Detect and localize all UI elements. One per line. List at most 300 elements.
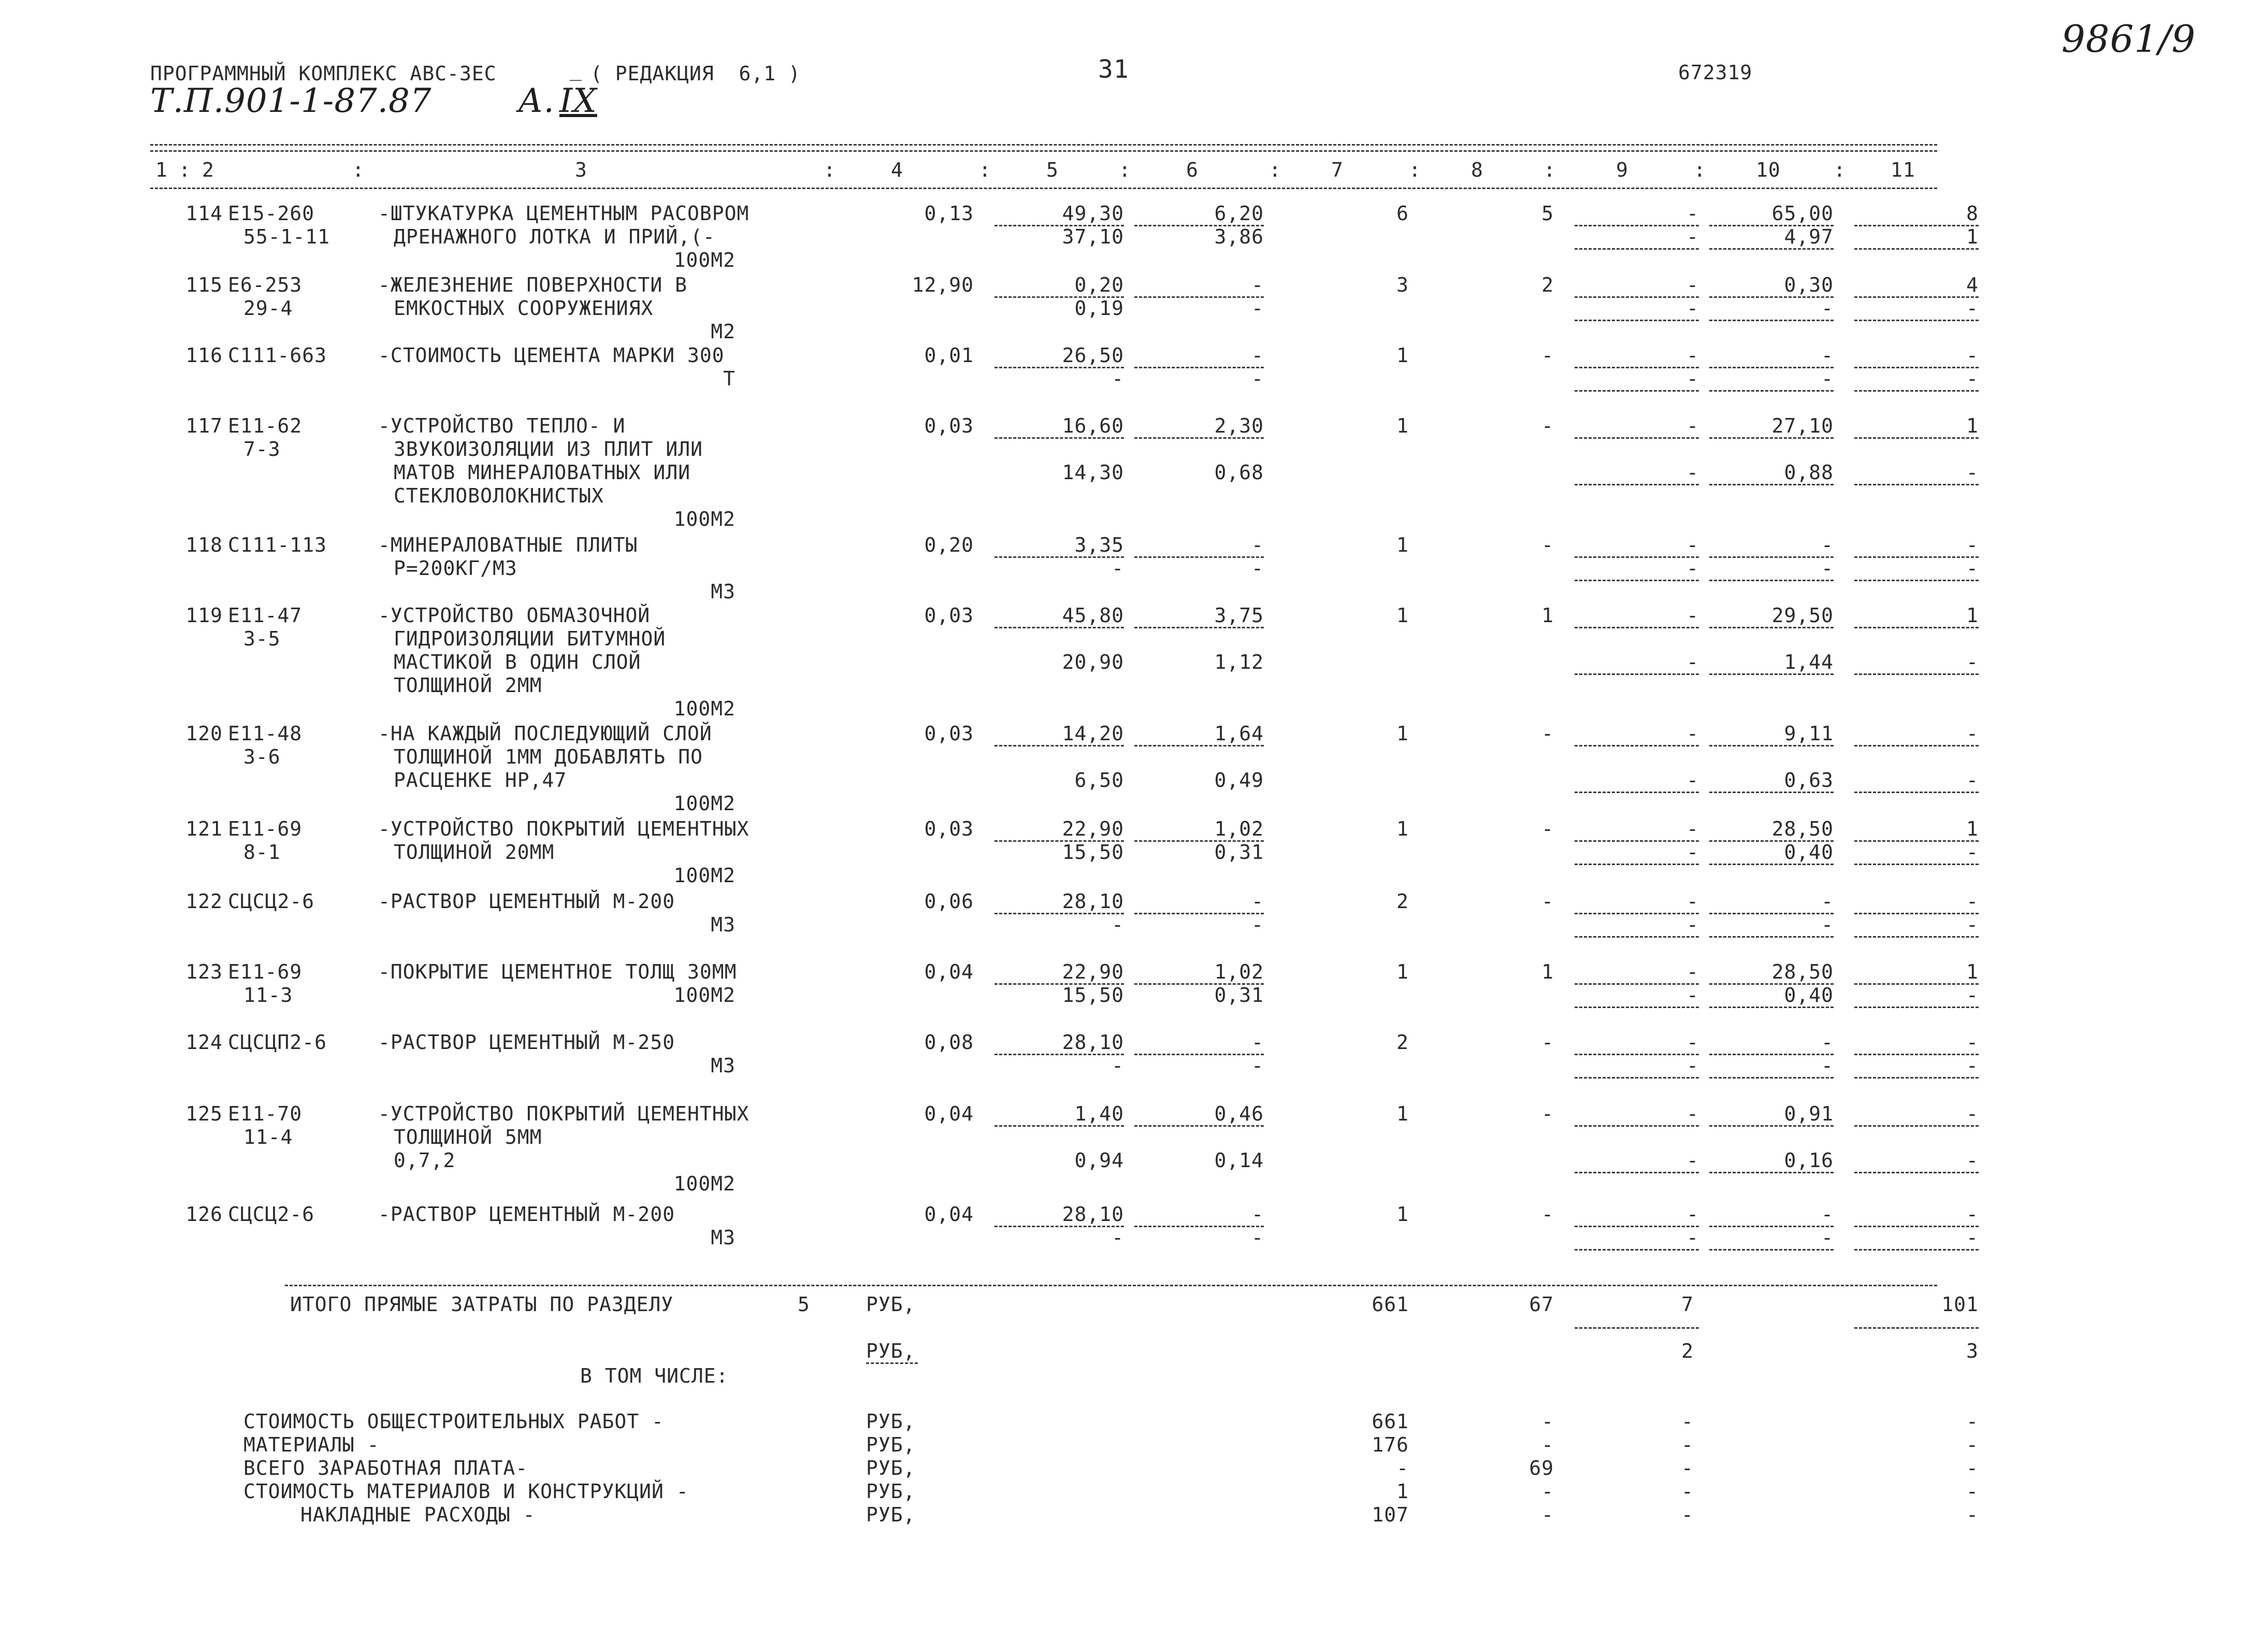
breakdown-col8: - <box>1541 1480 1554 1503</box>
totals-col9: 7 <box>1681 1293 1694 1316</box>
page-number: 31 <box>1098 55 1129 84</box>
breakdown-col7: 176 <box>1372 1433 1409 1456</box>
row-number: 125 <box>185 1102 223 1125</box>
labor-hours: - <box>1821 1203 1834 1226</box>
measure-unit: Т <box>723 367 736 390</box>
cell-divider <box>1709 1172 1834 1173</box>
col9-value: - <box>1686 890 1699 913</box>
cell-divider <box>1854 673 1979 675</box>
total-cost: 1 <box>1396 1102 1409 1125</box>
total-cost: 1 <box>1396 344 1409 367</box>
col9-value-b: - <box>1686 841 1699 864</box>
cell-divider <box>1134 627 1264 628</box>
unit-wage: 20,90 <box>1062 651 1124 673</box>
col9-value-b: - <box>1686 1226 1699 1249</box>
work-description-line: -НА КАЖДЫЙ ПОСЛЕДУЮЩИЙ СЛОЙ <box>378 722 712 745</box>
cell-divider <box>1854 580 1979 581</box>
work-description-line: -РАСТВОР ЦЕМЕНТНЫЙ М-200 <box>378 1203 675 1226</box>
cell-divider <box>1854 864 1979 865</box>
total-hours-b: - <box>1966 461 1979 484</box>
unit-wage: - <box>1112 1054 1124 1077</box>
totals-col11: 101 <box>1941 1293 1979 1316</box>
quantity: 0,13 <box>924 202 974 225</box>
total-hours-b: - <box>1966 984 1979 1007</box>
totals-currency: РУБ, <box>866 1293 916 1316</box>
rate-code: Е11-69 <box>228 817 302 840</box>
header-rule-top <box>150 144 1937 146</box>
cell-divider <box>1709 1249 1834 1251</box>
measure-unit: М2 <box>711 320 736 343</box>
labor-hours: - <box>1821 344 1834 367</box>
rate-code: Е6-253 <box>228 274 302 296</box>
cell-divider <box>1709 745 1834 746</box>
total-hours-b: - <box>1966 913 1979 936</box>
col9-value: - <box>1686 1031 1699 1054</box>
col9-value: - <box>1686 274 1699 296</box>
work-description-line: ТОЛЩИНОЙ 2ММ <box>394 674 542 697</box>
col9-value: - <box>1686 1203 1699 1226</box>
rate-code: Е11-69 <box>228 960 302 983</box>
breakdown-currency: РУБ, <box>866 1457 916 1479</box>
rate-code-ref: 11-3 <box>243 984 293 1007</box>
total-hours: - <box>1966 1031 1979 1054</box>
labor-hours: - <box>1821 890 1834 913</box>
wage-cost: 2 <box>1541 274 1554 296</box>
total-hours: 8 <box>1966 202 1979 225</box>
labor-hours-b: 0,63 <box>1784 769 1834 792</box>
cell-divider <box>1854 390 1979 392</box>
measure-unit: 100М2 <box>673 697 736 720</box>
totals-col7: 661 <box>1372 1293 1409 1316</box>
column-separator: : <box>1694 159 1706 181</box>
machine-cost: 1,02 <box>1214 960 1264 983</box>
total-cost: 3 <box>1396 274 1409 296</box>
measure-unit: М3 <box>711 1226 736 1249</box>
total-hours-b: - <box>1966 1149 1979 1172</box>
totals-section-number: 5 <box>798 1293 810 1316</box>
measure-unit: 100М2 <box>673 864 736 887</box>
work-description-line: -ШТУКАТУРКА ЦЕМЕНТНЫМ РАСОВРОМ <box>378 202 749 225</box>
cell-divider <box>1575 936 1699 938</box>
measure-unit: 100М2 <box>673 984 736 1007</box>
wage-cost: - <box>1541 817 1554 840</box>
col9-value: - <box>1686 604 1699 627</box>
column-number: 11 <box>1891 159 1915 181</box>
total-cost: 1 <box>1396 534 1409 556</box>
measure-unit: 100М2 <box>673 508 736 530</box>
edition-label: ( РЕДАКЦИЯ 6,1 ) <box>590 62 801 85</box>
cell-divider <box>1575 1172 1699 1173</box>
cell-divider <box>1709 1125 1834 1127</box>
cell-divider <box>1575 1007 1699 1008</box>
labor-hours: 0,91 <box>1784 1102 1834 1125</box>
totals-currency-rule <box>866 1362 918 1364</box>
column-number: 10 <box>1756 159 1781 181</box>
unit-wage: 0,19 <box>1074 297 1124 320</box>
col9-value: - <box>1686 960 1699 983</box>
cell-divider <box>1575 390 1699 392</box>
column-separator: : <box>1269 159 1281 181</box>
rate-code: Е11-62 <box>228 414 302 437</box>
cell-divider <box>1709 936 1834 938</box>
breakdown-currency: РУБ, <box>866 1433 916 1456</box>
unit-wage: 15,50 <box>1062 841 1124 864</box>
machine-cost: 6,20 <box>1214 202 1264 225</box>
document-number: 672319 <box>1678 61 1753 84</box>
totals-col11-b: 3 <box>1966 1340 1979 1362</box>
unit-cost: 1,40 <box>1074 1102 1124 1125</box>
column-number: 3 <box>575 159 587 181</box>
labor-hours: - <box>1821 534 1834 556</box>
handwritten-album-number: IX <box>559 82 597 120</box>
column-separator: : <box>1409 159 1421 181</box>
machine-wage: 1,12 <box>1214 651 1264 673</box>
labor-hours-b: 1,44 <box>1784 651 1834 673</box>
unit-wage: - <box>1112 1226 1124 1249</box>
work-description-line: -УСТРОЙСТВО ПОКРЫТИЙ ЦЕМЕНТНЫХ <box>378 817 749 840</box>
machine-cost: - <box>1251 890 1264 913</box>
col9-value-b: - <box>1686 1149 1699 1172</box>
total-cost: 1 <box>1396 817 1409 840</box>
unit-wage: 0,94 <box>1074 1149 1124 1172</box>
col9-value-b: - <box>1686 984 1699 1007</box>
cell-divider <box>994 627 1124 628</box>
unit-wage: - <box>1112 367 1124 390</box>
row-number: 116 <box>185 344 223 367</box>
column-separator: : <box>352 159 365 181</box>
cell-divider <box>1709 864 1834 865</box>
col9-value: - <box>1686 414 1699 437</box>
total-hours: - <box>1966 534 1979 556</box>
breakdown-col9: - <box>1681 1410 1694 1433</box>
machine-wage: - <box>1251 557 1264 580</box>
breakdown-col7: - <box>1396 1457 1409 1479</box>
quantity: 0,04 <box>924 1203 974 1226</box>
handwritten-project-code: Т.П.901-1-87.87 <box>150 82 432 120</box>
machine-wage: 0,49 <box>1214 769 1264 792</box>
col9-value-b: - <box>1686 297 1699 320</box>
machine-cost: - <box>1251 274 1264 296</box>
rate-code: СЦСЦ2-6 <box>228 1203 315 1226</box>
quantity: 0,08 <box>924 1031 974 1054</box>
total-cost: 1 <box>1396 722 1409 745</box>
cell-divider <box>1854 437 1979 439</box>
cell-divider <box>1575 1125 1699 1127</box>
cell-divider <box>1575 1249 1699 1251</box>
breakdown-col11: - <box>1966 1457 1979 1479</box>
machine-cost: 3,75 <box>1214 604 1264 627</box>
labor-hours-b: 4,97 <box>1784 225 1834 248</box>
column-number: 5 <box>1046 159 1059 181</box>
wage-cost: - <box>1541 1203 1554 1226</box>
totals-col8: 67 <box>1529 1293 1554 1316</box>
total-cost: 2 <box>1396 1031 1409 1054</box>
breakdown-col9: - <box>1681 1480 1694 1503</box>
unit-cost: 22,90 <box>1062 960 1124 983</box>
col9-value: - <box>1686 344 1699 367</box>
machine-wage: - <box>1251 913 1264 936</box>
total-hours: - <box>1966 344 1979 367</box>
machine-cost: - <box>1251 344 1264 367</box>
column-separator: : <box>1544 159 1556 181</box>
program-name: ПРОГРАММНЫЙ КОМПЛЕКС АВС-3ЕС <box>150 62 497 85</box>
header-rule-bottom <box>150 188 1937 189</box>
col9-value: - <box>1686 1102 1699 1125</box>
cell-divider <box>1575 484 1699 485</box>
unit-wage: - <box>1112 913 1124 936</box>
total-hours: 1 <box>1966 414 1979 437</box>
cell-divider <box>1709 1077 1834 1079</box>
rate-code-ref: 55-1-11 <box>243 225 330 248</box>
row-number: 122 <box>185 890 223 913</box>
labor-hours-b: - <box>1821 913 1834 936</box>
cell-divider <box>1575 320 1699 321</box>
cell-divider <box>1709 437 1834 439</box>
total-hours: 4 <box>1966 274 1979 296</box>
work-description-line: ТОЛЩИНОЙ 1ММ ДОБАВЛЯТЬ ПО <box>394 745 703 768</box>
quantity: 0,04 <box>924 1102 974 1125</box>
column-number: 9 <box>1616 159 1628 181</box>
total-hours: - <box>1966 722 1979 745</box>
cell-divider <box>1709 320 1834 321</box>
measure-unit: 100М2 <box>673 792 736 815</box>
cell-divider <box>1854 745 1979 746</box>
quantity: 0,03 <box>924 414 974 437</box>
cell-divider <box>994 745 1124 746</box>
wage-cost: - <box>1541 722 1554 745</box>
work-description-line: -МИНЕРАЛОВАТНЫЕ ПЛИТЫ <box>378 534 638 556</box>
breakdown-col8: 69 <box>1529 1457 1554 1479</box>
wage-cost: - <box>1541 344 1554 367</box>
breakdown-currency: РУБ, <box>866 1410 916 1433</box>
unit-cost: 45,80 <box>1062 604 1124 627</box>
breakdown-col7: 107 <box>1372 1503 1409 1526</box>
labor-hours-b: - <box>1821 297 1834 320</box>
labor-hours-b: 0,88 <box>1784 461 1834 484</box>
column-separator: : <box>824 159 836 181</box>
wage-cost: - <box>1541 1102 1554 1125</box>
total-hours-b: - <box>1966 769 1979 792</box>
rate-code: С111-663 <box>228 344 327 367</box>
column-separator: : <box>979 159 991 181</box>
handwritten-corner-number: 9861/9 <box>2061 17 2196 61</box>
labor-hours-b: - <box>1821 1054 1834 1077</box>
work-description-line: ГИДРОИЗОЛЯЦИИ БИТУМНОЙ <box>394 627 666 650</box>
column-separator: : <box>1834 159 1846 181</box>
machine-wage: - <box>1251 297 1264 320</box>
work-description-line: -РАСТВОР ЦЕМЕНТНЫЙ М-250 <box>378 1031 675 1054</box>
cell-divider <box>1854 1249 1979 1251</box>
labor-hours-b: 0,16 <box>1784 1149 1834 1172</box>
cell-divider <box>1134 1125 1264 1127</box>
total-hours-b: - <box>1966 1054 1979 1077</box>
total-hours-b: - <box>1966 297 1979 320</box>
cell-divider <box>1709 484 1834 485</box>
wage-cost: 1 <box>1541 604 1554 627</box>
labor-hours: 0,30 <box>1784 274 1834 296</box>
measure-unit: М3 <box>711 580 736 603</box>
machine-wage: - <box>1251 367 1264 390</box>
breakdown-label: МАТЕРИАЛЫ - <box>243 1433 380 1456</box>
breakdown-label: НАКЛАДНЫЕ РАСХОДЫ - <box>300 1503 536 1526</box>
col9-value-b: - <box>1686 913 1699 936</box>
col9-value-b: - <box>1686 367 1699 390</box>
cell-divider <box>1134 745 1264 746</box>
rate-code-ref: 7-3 <box>243 438 281 461</box>
col9-value-b: - <box>1686 557 1699 580</box>
wage-cost: - <box>1541 414 1554 437</box>
totals-col9-rule <box>1575 1327 1699 1329</box>
total-cost: 6 <box>1396 202 1409 225</box>
cell-divider <box>1575 437 1699 439</box>
col9-value: - <box>1686 817 1699 840</box>
work-description-line: -РАСТВОР ЦЕМЕНТНЫЙ М-200 <box>378 890 675 913</box>
labor-hours: 9,11 <box>1784 722 1834 745</box>
col9-value-b: - <box>1686 1054 1699 1077</box>
total-cost: 1 <box>1396 1203 1409 1226</box>
total-hours: - <box>1966 1102 1979 1125</box>
cell-divider <box>1575 627 1699 628</box>
breakdown-label: СТОИМОСТЬ МАТЕРИАЛОВ И КОНСТРУКЦИЙ - <box>243 1480 689 1503</box>
breakdown-col9: - <box>1681 1457 1694 1479</box>
cell-divider <box>1575 1077 1699 1079</box>
breakdown-col11: - <box>1966 1433 1979 1456</box>
rate-code-ref: 3-6 <box>243 745 281 768</box>
work-description-line: Р=200КГ/М3 <box>394 557 517 580</box>
work-description-line: ДРЕНАЖНОГО ЛОТКА И ПРИЙ,(- <box>394 225 715 248</box>
wage-cost: - <box>1541 534 1554 556</box>
col9-value: - <box>1686 534 1699 556</box>
breakdown-currency: РУБ, <box>866 1480 916 1503</box>
wage-cost: 1 <box>1541 960 1554 983</box>
rate-code: Е11-47 <box>228 604 302 627</box>
quantity: 0,03 <box>924 817 974 840</box>
row-number: 124 <box>185 1031 223 1054</box>
row-number: 119 <box>185 604 223 627</box>
machine-wage: 0,14 <box>1214 1149 1264 1172</box>
column-number: 7 <box>1331 159 1344 181</box>
row-number: 123 <box>185 960 223 983</box>
cell-divider <box>1575 673 1699 675</box>
wage-cost: - <box>1541 890 1554 913</box>
labor-hours-b: 0,40 <box>1784 841 1834 864</box>
machine-wage: 0,31 <box>1214 984 1264 1007</box>
breakdown-label: ВСЕГО ЗАРАБОТНАЯ ПЛАТА- <box>243 1457 528 1479</box>
work-description-line: 0,7,2 <box>394 1149 456 1172</box>
total-cost: 1 <box>1396 414 1409 437</box>
cell-divider <box>1709 248 1834 250</box>
cell-divider <box>1709 580 1834 581</box>
unit-cost: 28,10 <box>1062 1031 1124 1054</box>
rate-code: Е15-260 <box>228 202 315 225</box>
unit-wage: 6,50 <box>1074 769 1124 792</box>
cell-divider <box>1709 673 1834 675</box>
breakdown-col8: - <box>1541 1433 1554 1456</box>
machine-cost: - <box>1251 534 1264 556</box>
breakdown-col11: - <box>1966 1480 1979 1503</box>
row-number: 117 <box>185 414 223 437</box>
machine-wage: - <box>1251 1226 1264 1249</box>
machine-wage: 0,68 <box>1214 461 1264 484</box>
totals-currency-2: РУБ, <box>866 1340 916 1362</box>
unit-cost: 16,60 <box>1062 414 1124 437</box>
quantity: 12,90 <box>912 274 974 296</box>
breakdown-col9: - <box>1681 1503 1694 1526</box>
cell-divider <box>1854 484 1979 485</box>
row-number: 126 <box>185 1203 223 1226</box>
cell-divider <box>994 1125 1124 1127</box>
unit-wage: 14,30 <box>1062 461 1124 484</box>
work-description-line: -ПОКРЫТИЕ ЦЕМЕНТНОЕ ТОЛЩ 30ММ <box>378 960 737 983</box>
labor-hours-b: - <box>1821 367 1834 390</box>
col9-value: - <box>1686 722 1699 745</box>
total-hours: 1 <box>1966 817 1979 840</box>
column-number: 1 <box>155 159 168 181</box>
work-description-line: -СТОИМОСТЬ ЦЕМЕНТА МАРКИ 300 <box>378 344 725 367</box>
total-cost: 1 <box>1396 604 1409 627</box>
breakdown-col11: - <box>1966 1503 1979 1526</box>
totals-col9-b: 2 <box>1681 1340 1694 1362</box>
rate-code-ref: 11-4 <box>243 1126 293 1148</box>
rate-code: Е11-48 <box>228 722 302 745</box>
col9-value-b: - <box>1686 461 1699 484</box>
labor-hours: - <box>1821 1031 1834 1054</box>
cell-divider <box>1854 320 1979 321</box>
breakdown-col8: - <box>1541 1410 1554 1433</box>
measure-unit: 100М2 <box>673 1172 736 1195</box>
col9-value-b: - <box>1686 769 1699 792</box>
labor-hours: 65,00 <box>1771 202 1834 225</box>
cell-divider <box>1854 936 1979 938</box>
header-rule-top-2 <box>150 150 1937 152</box>
column-number: 2 <box>202 159 214 181</box>
total-cost: 1 <box>1396 960 1409 983</box>
quantity: 0,03 <box>924 604 974 627</box>
total-cost: 2 <box>1396 890 1409 913</box>
breakdown-col11: - <box>1966 1410 1979 1433</box>
rate-code: СЦСЦП2-6 <box>228 1031 327 1054</box>
machine-wage: 0,31 <box>1214 841 1264 864</box>
labor-hours-b: - <box>1821 557 1834 580</box>
col9-value-b: - <box>1686 651 1699 673</box>
row-number: 114 <box>185 202 223 225</box>
work-description-line: ЗВУКОИЗОЛЯЦИИ ИЗ ПЛИТ ИЛИ <box>394 438 703 461</box>
work-description-line: ТОЛЩИНОЙ 20ММ <box>394 841 555 864</box>
quantity: 0,04 <box>924 960 974 983</box>
totals-rule <box>285 1285 1937 1286</box>
total-hours: 1 <box>1966 604 1979 627</box>
measure-unit: М3 <box>711 1054 736 1077</box>
cell-divider <box>1575 792 1699 793</box>
unit-cost: 28,10 <box>1062 1203 1124 1226</box>
column-number: 8 <box>1471 159 1483 181</box>
work-description-line: МАСТИКОЙ В ОДИН СЛОЙ <box>394 651 641 673</box>
work-description-line: РАСЦЕНКЕ НР,47 <box>394 769 567 792</box>
total-hours: - <box>1966 1203 1979 1226</box>
measure-unit: 100М2 <box>673 249 736 271</box>
cell-divider <box>1854 1077 1979 1079</box>
unit-wage: 37,10 <box>1062 225 1124 248</box>
machine-cost: 0,46 <box>1214 1102 1264 1125</box>
rate-code: Е11-70 <box>228 1102 302 1125</box>
cell-divider <box>1575 864 1699 865</box>
breakdown-currency: РУБ, <box>866 1503 916 1526</box>
rate-code-ref: 8-1 <box>243 841 281 864</box>
unit-cost: 26,50 <box>1062 344 1124 367</box>
breakdown-col9: - <box>1681 1433 1694 1456</box>
breakdown-col7: 661 <box>1372 1410 1409 1433</box>
work-description-line: МАТОВ МИНЕРАЛОВАТНЫХ ИЛИ <box>394 461 691 484</box>
